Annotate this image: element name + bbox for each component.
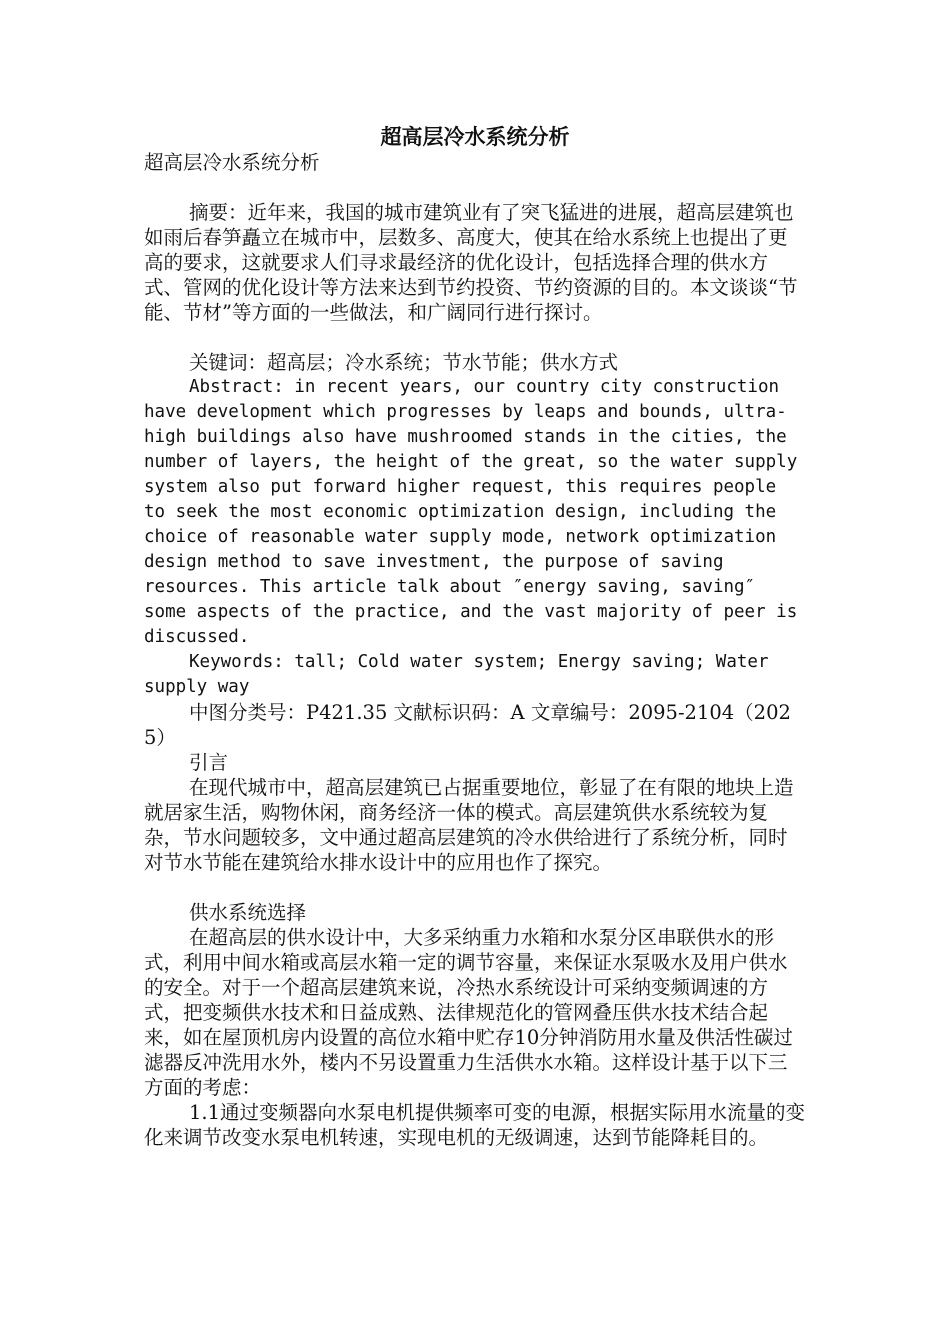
section-paragraph-water-supply: 在超高层的供水设计中，大多采纳重力水箱和水泵分区串联供水的形式，利用中间水箱或高层水箱一定的调节容量，来保证水泵吸水及用户供水的安全。对于一个超高层建筑来说，冷热水系统设计可采纳变频调速的方式，把变频供水技术和日益成熟、法律规范化的管网叠压供水技术结合起来，如在屋顶机房内设置的高位水箱中贮存10分钟消防用水量及供活性碳过滤器反冲洗用水外，楼内不另设置重力生活供水水箱。这样设计基于以下三方面的考虑： bbox=[144, 926, 793, 1099]
document-title: 超高层冷水系统分析 bbox=[380, 124, 570, 149]
document-subtitle: 超高层冷水系统分析 bbox=[144, 151, 320, 174]
keywords-en: Keywords: tall; Cold water system; Energy saving; Water supply way bbox=[144, 652, 769, 697]
abstract-cn: 摘要：近年来，我国的城市建筑业有了突飞猛进的进展，超高层建筑也如雨后春笋矗立在城市中，层数多、高度大，使其在给水系统上也提出了更高的要求，这就要求人们寻求最经济的优化设计，包括选择合理的供水方式、管网的优化设计等方法来达到节约投资、节约资源的目的。本文谈谈“节能、节材”等方面的一些做法，和广阔同行进行探讨。 bbox=[144, 201, 798, 324]
keywords-cn: 关键词：超高层；冷水系统；节水节能；供水方式 bbox=[189, 351, 619, 374]
point-1-1: 1.1通过变频器向水泵电机提供频率可变的电源，根据实际用水流量的变化来调节改变水泵电机转速，实现电机的无级调速，达到节能降耗目的。 bbox=[144, 1101, 806, 1149]
abstract-en: Abstract: in recent years, our country city construction have development which progresses by leaps and bounds, ultra-high buildings also have mushroomed stands in the cities, the number of layers, the height of the great, so the water supply system also put forward higher request, this requires people to seek the most economic optimization design, including the choice of reasonable water supply mode, network optimization design method to save investment, the purpose of saving resources. This article talk about ″energy saving, saving″ some aspects of the practice, and the vast majority of peer is discussed. bbox=[144, 377, 798, 647]
classification-line: 中图分类号：P421.35 文献标识码：A 文章编号：2095-2104（2025） bbox=[144, 701, 791, 749]
intro-heading: 引言 bbox=[189, 751, 229, 774]
section-heading-water-supply: 供水系统选择 bbox=[189, 901, 307, 924]
document-body bbox=[144, 150, 806, 1150]
intro-paragraph: 在现代城市中，超高层建筑已占据重要地位，彰显了在有限的地块上造就居家生活，购物休闲，商务经济一体的模式。高层建筑供水系统较为复杂，节水问题较多，文中通过超高层建筑的冷水供给进行了系统分析，同时对节水节能在建筑给水排水设计中的应用也作了探究。 bbox=[144, 776, 794, 874]
